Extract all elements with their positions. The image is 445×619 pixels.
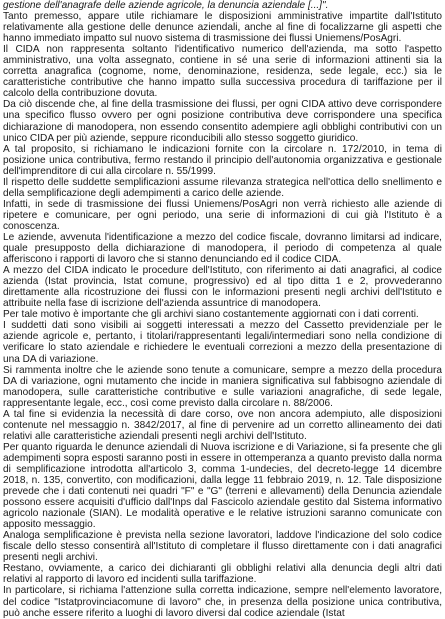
paragraph: Analoga semplificazione è prevista nella sezione lavoratori, laddove l'indicazione del solo codice fiscale dello stesso consentirà all'Istituto di completare il flusso direttamente con i dati anagrafici presenti negli archivi.: [3, 530, 442, 564]
document-page: [3, 0, 442, 619]
paragraph: In particolare, si richiama l'attenzione sulla corretta indicazione, sempre nell'elemento lavoratore, del codice "Istatprovinciacomune di lavoro" che, in presenza della posizione unica contributiva, può anche essere riferito a luoghi di lavoro diversi dal codice aziendale (Istat: [3, 585, 442, 619]
paragraph: Si rammenta inoltre che le aziende sono tenute a comunicare, sempre a mezzo della procedura DA di variazione, ogni mutamento che incide in maniera significativa sul fabbisogno aziendale di manodopera, sulle caratteristiche contributive e sulle variazioni anagrafiche, di sede legale, rappresentante legale, ecc., così come previsto dalla circolare n. 88/2006.: [3, 364, 442, 409]
paragraph: Da ciò discende che, al fine della trasmissione dei flussi, per ogni CIDA attivo deve corrispondere una specifico flusso ovvero per ogni posizione contributiva deve corrispondere una specifica dichiarazione di manodopera, non essendo consentito adempiere agli obblighi contributivi con un unico CIDA per più aziende, seppure riconducibili allo stesso soggetto giuridico.: [3, 99, 442, 144]
paragraph: Per quanto riguarda le denunce aziendali di Nuova iscrizione e di Variazione, si fa presente che gli adempimenti sopra esposti saranno posti in essere in ottemperanza a quanto previsto dalla norma di semplificazione introdotta all'articolo 3, comma 1-undecies, del decreto-legge 14 dicembre 2018, n. 135, convertito, con modificazioni, dalla legge 11 febbraio 2019, n. 12. Tale disposizione prevede che i dati contenuti nei quadri "F" e "G" (terreni e allevamenti) della Denuncia aziendale possono essere acquisiti d'ufficio dall'Inps dal Fascicolo aziendale gestito dal Sistema informativo agricolo nazionale (SIAN). Le modalità operative e le relative istruzioni saranno comunicate con apposito messaggio.: [3, 441, 442, 531]
paragraph: Tanto premesso, appare utile richiamare le disposizioni amministrative impartite dall'Istituto relativamente alla gestione delle denunce aziendali, anche al fine di focalizzarne gli aspetti che hanno immediato impatto sul nuovo sistema di trasmissione dei flussi Uniemens/PosAgri.: [3, 11, 442, 45]
paragraph: Restano, ovviamente, a carico dei dichiaranti gli obblighi relativi alla denuncia degli altri dati relativi al rapporto di lavoro ed incidenti sulla tariffazione.: [3, 563, 442, 586]
paragraph: Le aziende, avvenuta l'identificazione a mezzo del codice fiscale, dovranno limitarsi ad indicare, quale presupposto della dichiarazione di manodopera, il periodo di competenza al quale afferiscono i rapporti di lavoro che si stanno denunciando ed il codice CIDA.: [3, 231, 442, 266]
paragraph: Il CIDA non rappresenta soltanto l'identificativo numerico dell'azienda, ma sotto l'aspetto amministrativo, una volta assegnato, contiene in sé una serie di informazioni attinenti sia la corretta anagrafica (cognome, nome, denominazione, residenza, sede legale, ecc.) sia le caratteristiche contributive che hanno impatto sulla successiva procedura di tariffazione per il calcolo della contribuzione dovuta.: [3, 44, 442, 100]
paragraph: [3, 0, 442, 11]
paragraph: A mezzo del CIDA indicato le procedure dell'Istituto, con riferimento ai dati anagrafici, al codice azienda (Istat provincia, Istat comune, progressivo) ed al tipo ditta 1 e 2, provvederanno direttamente alla ricostruzione dei flussi con le informazioni presenti negli archivi dell'Istituto e attribuite nella fase di iscrizione dell'azienda assuntrice di manodopera.: [3, 265, 442, 310]
paragraph: Infatti, in sede di trasmissione dei flussi Uniemens/PosAgri non verrà richiesto alle aziende di ripetere e comunicare, per ogni periodo, una serie di informazioni di cui già l'Istituto è a conoscenza.: [3, 198, 442, 232]
paragraph-text: gestione dell'anagrafe delle aziende agricole, la denuncia aziendale [...]".: [3, 0, 329, 11]
paragraph: A tal fine si evidenzia la necessità di dare corso, ove non ancora adempiuto, alle disposizioni contenute nel messaggio n. 3842/2017, al fine di pervenire ad un corretto allineamento dei dati relativi alle caratteristiche aziendali presenti negli archivi dell'Istituto.: [3, 408, 442, 442]
paragraph: Il rispetto delle suddette semplificazioni assume rilevanza strategica nell'ottica dello snellimento e della semplificazione degli adempimenti a carico delle aziende.: [3, 176, 442, 199]
paragraph: A tal proposito, si richiamano le indicazioni fornite con la circolare n. 172/2010, in tema di posizione unica contributiva, fermo restando il principio dell'autonomia organizzativa e gestionale dell'imprenditore di cui alla circolare n. 55/1999.: [3, 143, 442, 177]
paragraph: I suddetti dati sono visibili ai soggetti interessati a mezzo del Cassetto previdenziale per le aziende agricole e, pertanto, i titolari/rappresentanti legali/intermediari sono nella condizione di verificare lo stato aziendale e richiedere le eventuali correzioni a mezzo della presentazione di una DA di variazione.: [3, 320, 442, 365]
paragraph: Per tale motivo è importante che gli archivi siano costantemente aggiornati con i dati correnti.: [3, 309, 419, 321]
